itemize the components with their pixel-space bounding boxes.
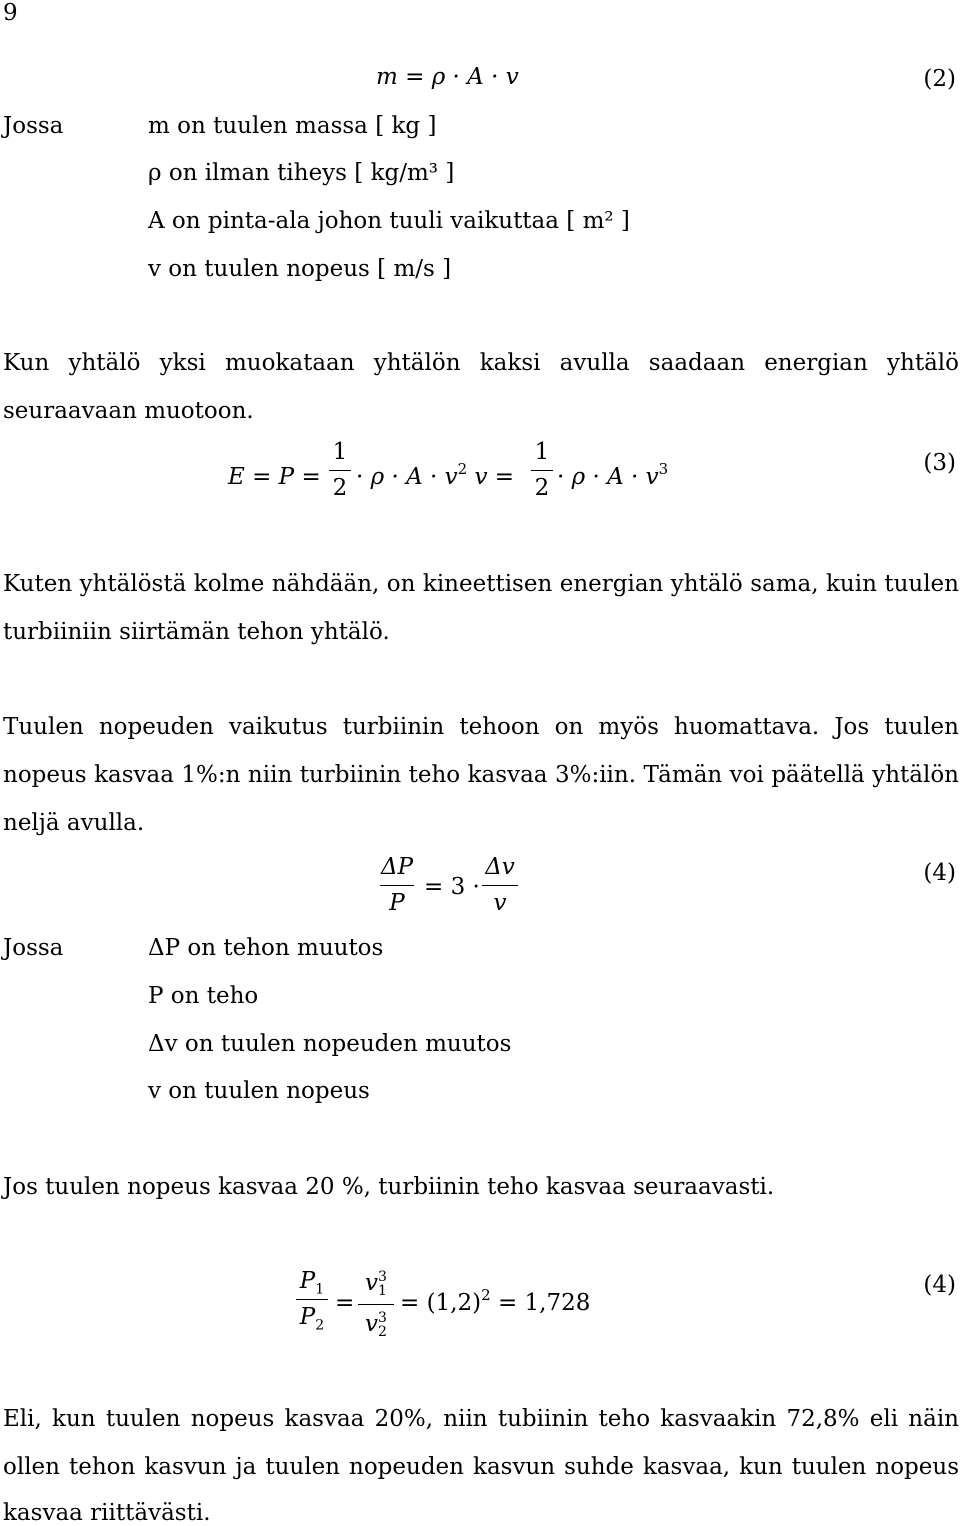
para1-line2: seuraavaan muotoon. — [3, 398, 254, 424]
equation-5-number: (4) — [923, 1272, 956, 1298]
equation-3-number: (3) — [923, 450, 956, 476]
def-power-change: ΔP on tehon muutos — [148, 935, 384, 961]
eq5-tail: = $(1,2)^2 = 1,728$ — [400, 1286, 591, 1316]
def-power: P on teho — [148, 983, 259, 1009]
para5-line1: Eli, kun tuulen nopeus kasvaa 20%, niin tubiinin teho kasvaakin 72,8% eli näin — [3, 1406, 959, 1432]
eq3-fraction-1: 1 2 — [329, 441, 351, 500]
eq3-start: E = P = — [228, 464, 321, 490]
para2-line2: turbiiniin siirtämän tehon yhtälö. — [3, 619, 390, 645]
para3-line2: nopeus kasvaa 1%:n niin turbiinin teho kasvaa 3%:iin. Tämän voi päätellä yhtälön — [3, 762, 959, 788]
page-number: 9 — [3, 0, 18, 26]
eq5-lhs-fraction: $P_1$ $P_2$ — [296, 1270, 328, 1329]
eq2-rhs: ρ · A · v — [431, 64, 519, 90]
equation-2-number: (2) — [923, 66, 956, 92]
where-label: Jossa — [3, 113, 64, 139]
eq5-equals-1: = — [335, 1290, 355, 1316]
eq4-equals: = 3 · — [424, 874, 480, 900]
eq4-rhs-fraction: Δv v — [482, 856, 518, 915]
para4: Jos tuulen nopeus kasvaa 20 %, turbiinin teho kasvaa seuraavasti. — [3, 1174, 775, 1200]
para3-line3: neljä avulla. — [3, 810, 145, 836]
where-label-2: Jossa — [3, 935, 64, 961]
eq3-middle: · $\rho \cdot A \cdot v^2$ v = — [356, 460, 515, 490]
def-density: ρ on ilman tiheys [ kg/m³ ] — [148, 160, 455, 186]
eq3-fraction-2: 1 2 — [531, 441, 553, 500]
equation-2 — [376, 66, 519, 89]
eq2-lhs: m — [376, 64, 398, 90]
def-area: A on pinta-ala johon tuuli vaikuttaa [ m² ] — [148, 208, 630, 234]
def-velocity-change: Δv on tuulen nopeuden muutos — [148, 1031, 512, 1057]
def-mass: m on tuulen massa [ kg ] — [148, 113, 437, 139]
para1-line1: Kun yhtälö yksi muokataan yhtälön kaksi avulla saadaan energian yhtälö — [3, 350, 959, 376]
para2-line1: Kuten yhtälöstä kolme nähdään, on kineettisen energian yhtälö sama, kuin tuulen — [3, 571, 959, 597]
eq2-eq: = — [405, 64, 425, 90]
para3-line1: Tuulen nopeuden vaikutus turbiinin tehoon on myös huomattava. Jos tuulen — [3, 714, 959, 740]
eq4-lhs-fraction: ΔP P — [380, 854, 414, 916]
def-velocity: v on tuulen nopeus [ m/s ] — [148, 256, 452, 282]
para5-line3: kasvaa riittävästi. — [3, 1500, 211, 1526]
def-velocity-2: v on tuulen nopeus — [148, 1078, 370, 1104]
eq5-rhs-fraction: v 3 1 v 3 2 — [358, 1270, 394, 1339]
para5-line2: ollen tehon kasvun ja tuulen nopeuden kasvun suhde kasvaa, kun tuulen nopeus — [3, 1454, 959, 1480]
eq3-end: · $\rho \cdot A \cdot v^3$ — [557, 460, 669, 490]
equation-4-number: (4) — [923, 860, 956, 886]
